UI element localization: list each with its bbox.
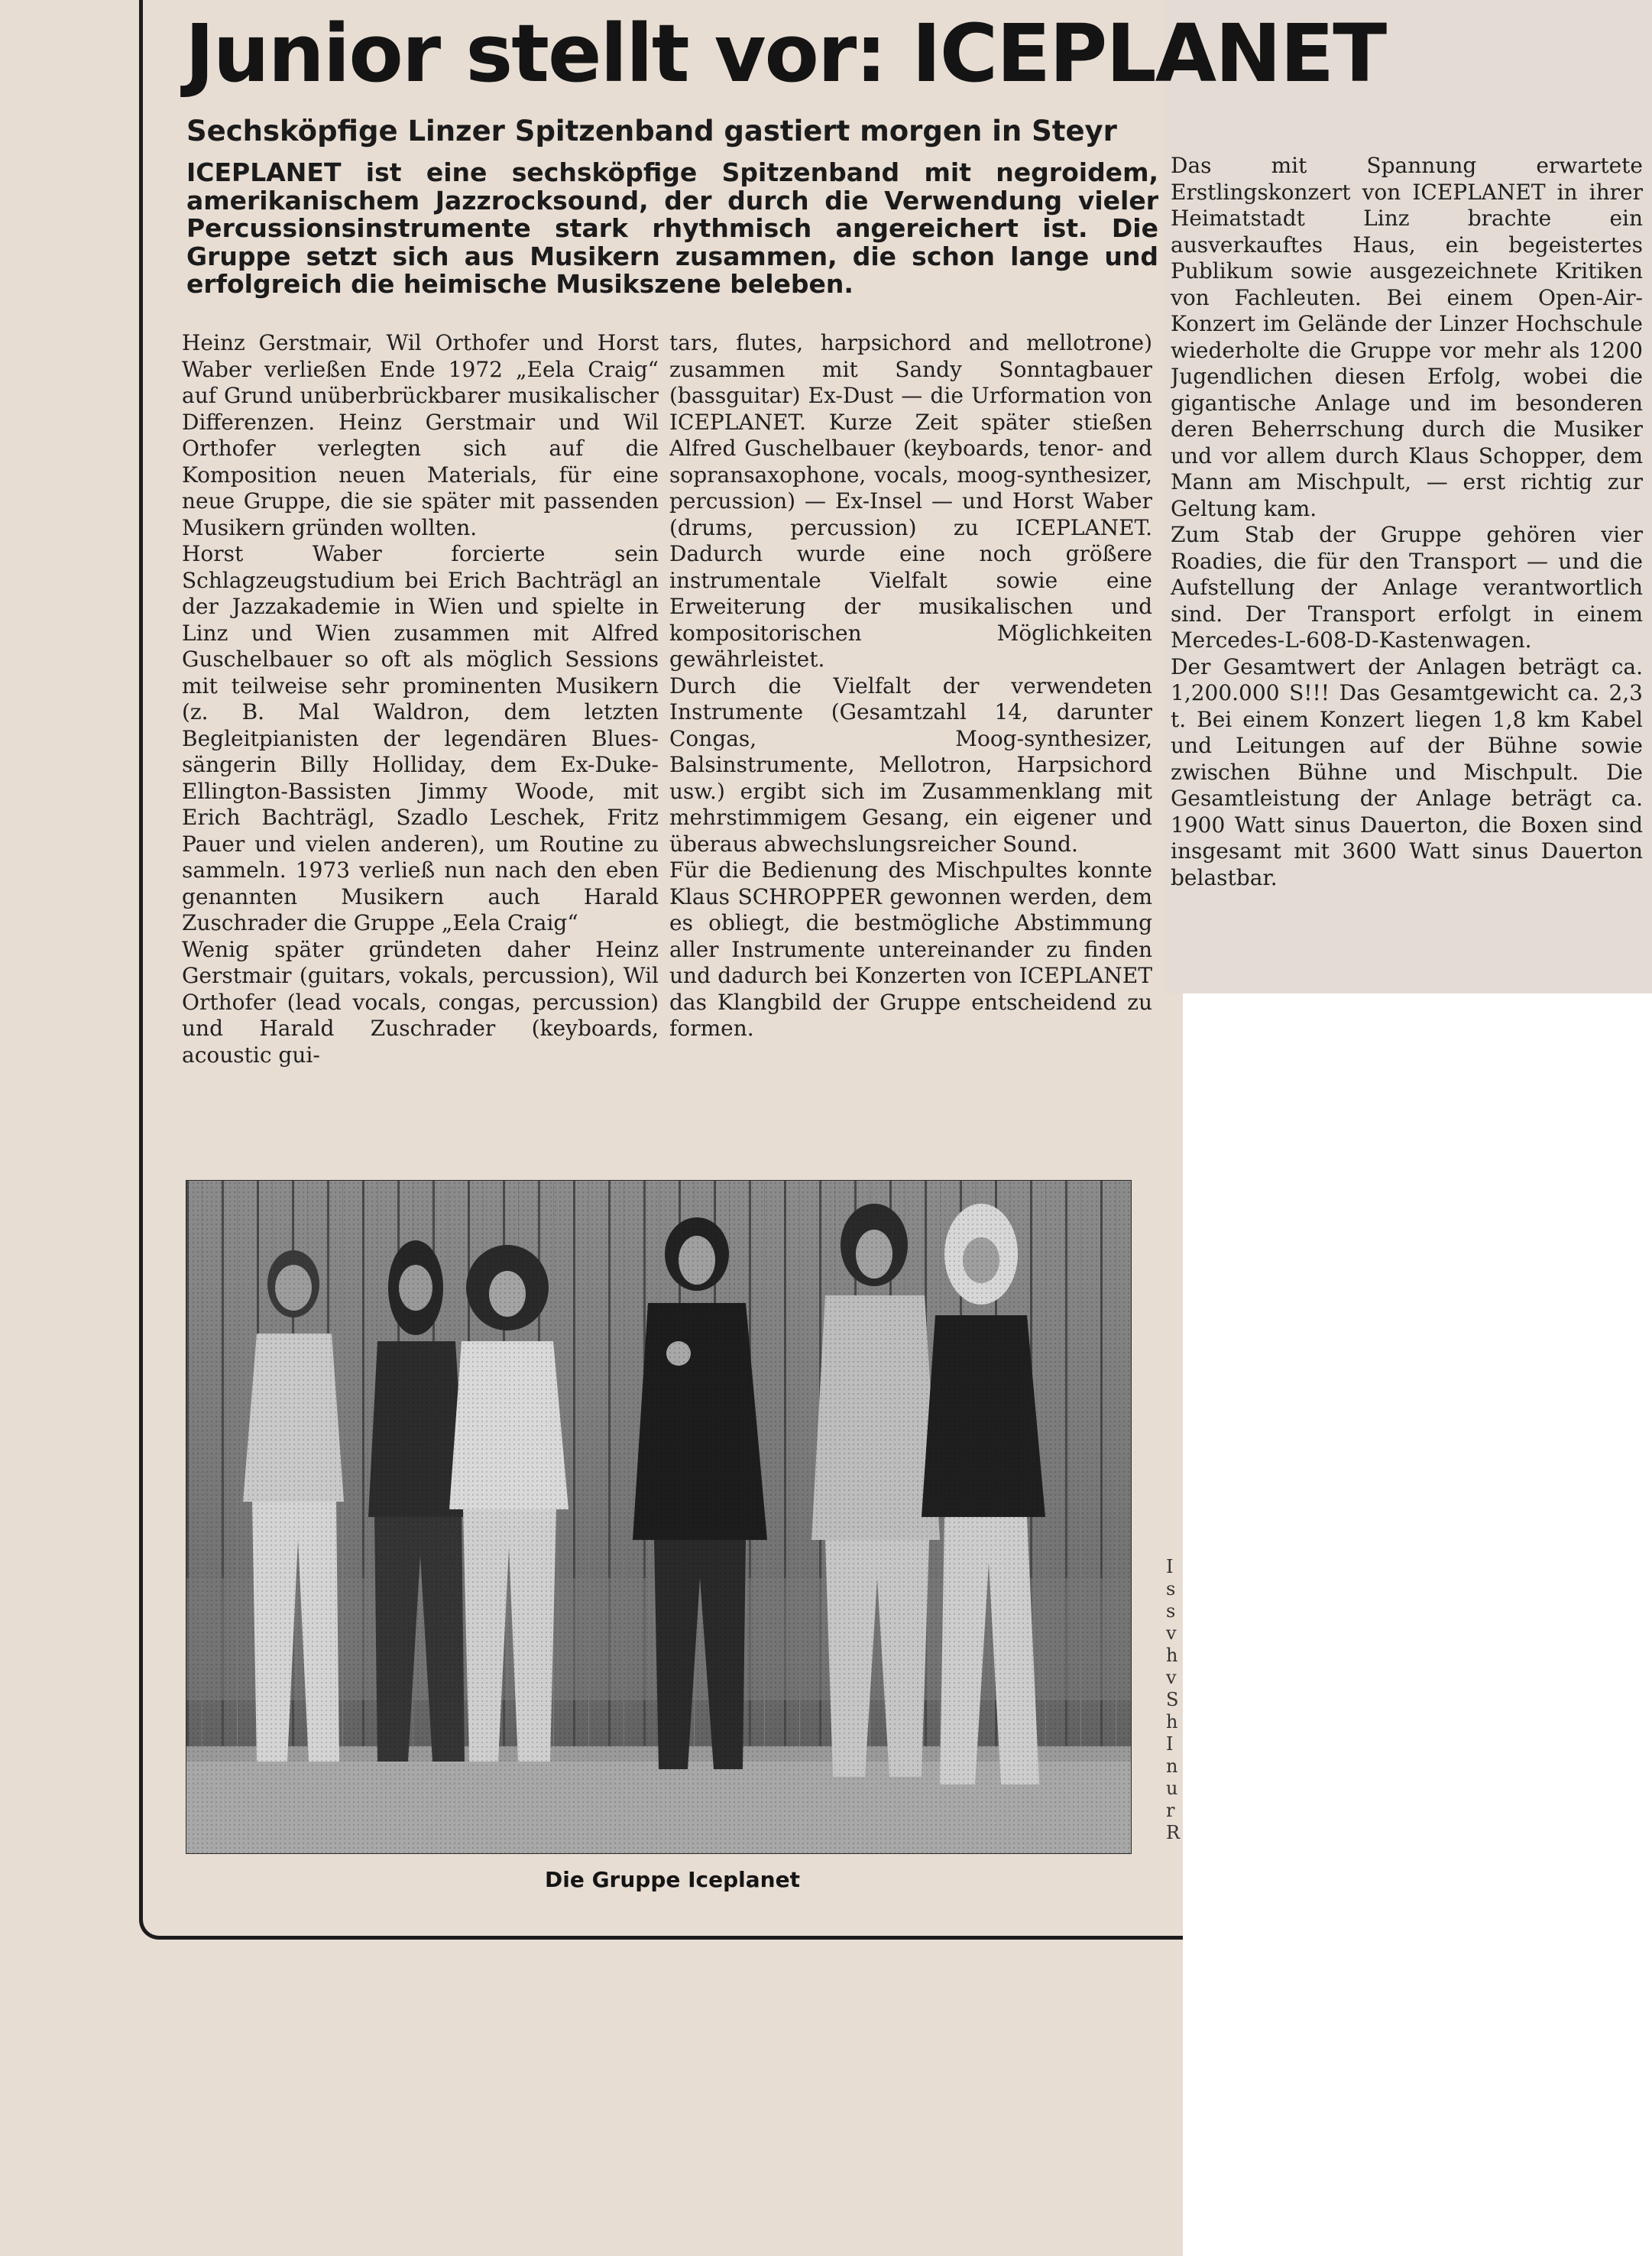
photo-caption: Die Gruppe Iceplanet xyxy=(545,1867,800,1892)
fragment-letter: s xyxy=(1166,1600,1176,1622)
paragraph: tars, flutes, harpsichord and mellotrone) zusammen mit Sandy Sonntagbauer (bassguitar) Ex-Dust — die Urformation von ICEPLANET. Kurze Zeit später stießen Alfred Guschelbauer (keyboards, tenor- and sopransaxophone, vocals, moog-synthesizer, percussion) — Ex-Insel — und Horst Waber (drums, percussion) zu ICEPLANET. Dadurch wurde eine noch größere instrumentale Vielfalt sowie eine Erweiterung der musikalischen und kompositorischen Möglichkeiten gewährleistet. xyxy=(669,330,1152,672)
band-photo xyxy=(186,1180,1132,1854)
paragraph: Das mit Spannung erwartete Erstlingskonzert von ICEPLANET in ihrer Heimatstadt Linz brachte ein ausverkauftes Haus, ein begeistertes Publikum sowie ausgezeichnete Kritiken von Fachleuten. Bei einem Open-Air-Konzert im Gelände der Linzer Hochschule wiederholte die Gruppe vor mehr als 1200 Jugendlichen diesen Erfolg, wobei die gigantische Anlage und im besonderen deren Beherrschung durch die Musiker und vor allem durch Klaus Schopper, dem Mann am Mischpult, — erst richtig zur Geltung kam. xyxy=(1171,153,1643,521)
article-lead: ICEPLANET ist eine sechsköpfige Spitzenband mit negroidem, amerikanischem Jazzrocksound, der durch die Verwendung vieler Percussionsinstrumente stark rhythmisch angereichert ist. Die Gruppe setzt sich aus Musikern zusammen, die schon lange und erfolgreich die heimische Musikszene beleben. xyxy=(186,159,1158,299)
paragraph: Der Gesamtwert der Anlagen beträgt ca. 1,200.000 S!!! Das Gesamtgewicht ca. 2,3 t. Bei einem Konzert liegen 1,8 km Kabel und Leitungen auf der Bühne sowie zwischen Bühne und Mischpult. Die Gesamtleistung der Anlage beträgt ca. 1900 Watt sinus Dauerton, die Boxen sind insgesamt mit 3600 Watt sinus Dauerton belastbar. xyxy=(1171,653,1643,890)
fragment-letter: h xyxy=(1166,1645,1178,1666)
fragment-letter: v xyxy=(1166,1667,1177,1688)
paragraph: Zum Stab der Gruppe gehören vier Roadies, die für den Transport — und die Aufstellung der Anlage verantwortlich sind. Der Transport erfolgt in einem Mercedes-L-608-D-Kastenwagen. xyxy=(1171,522,1643,653)
fragment-letter: r xyxy=(1166,1800,1175,1821)
fragment-letter: s xyxy=(1166,1578,1176,1600)
paragraph: Horst Waber forcierte sein Schlagzeugstudium bei Erich Bachträgl an der Jazzakademie in Wien und spielte in Linz und Wien zusammen mit Alfred Guschelbauer so oft als möglich Sessions mit teilweise sehr prominenten Musikern (z. B. Mal Waldron, dem letzten Begleitpianisten der legendären Blues-sängerin Billy Holliday, dem Ex-Duke-Ellington-Bassisten Jimmy Woode, mit Erich Bachträgl, Szadlo Leschek, Fritz Pauer und vielen anderen), um Routine zu sammeln. 1973 verließ nun nach den eben genannten Musikern auch Harald Zuschrader die Gruppe „Eela Craig“ xyxy=(182,541,659,935)
paragraph: Durch die Vielfalt der verwendeten Instrumente (Gesamtzahl 14, darunter Congas, Moog-synthesizer, Balsinstrumente, Mellotron, Harpsichord usw.) ergibt sich im Zusammenklang mit mehrstimmigem Gesang, ein eigener und überaus abwechslungsreicher Sound. xyxy=(669,673,1152,857)
fragment-letter: v xyxy=(1166,1622,1177,1644)
paragraph: Für die Bedienung des Mischpultes konnte Klaus SCHROPPER gewonnen werden, dem es obliegt, die bestmögliche Abstimmung aller Instrumente untereinander zu finden und dadurch bei Konzerten von ICEPLANET das Klangbild der Gruppe entscheidend zu formen. xyxy=(669,857,1152,1041)
text-column-2 xyxy=(669,330,1152,1142)
article-headline: Junior stellt vor: ICEPLANET xyxy=(185,7,1386,100)
fragment-letter: h xyxy=(1166,1711,1178,1733)
paragraph: Heinz Gerstmair, Wil Orthofer und Horst Waber verließen Ende 1972 „Eela Craig“ auf Grund unüberbrückbarer musikalischer Differenzen. Heinz Gerstmair und Wil Orthofer verlegten sich auf die Komposition neuen Materials, für eine neue Gruppe, die sie später mit passenden Musikern gründen wollten. xyxy=(182,330,659,540)
fragment-letter: I xyxy=(1166,1733,1174,1755)
fragment-letter: R xyxy=(1166,1822,1181,1843)
text-column-3 xyxy=(1171,153,1643,974)
band-photo-illustration xyxy=(186,1181,1131,1853)
fragment-letter: S xyxy=(1166,1689,1179,1710)
fragment-letter: I xyxy=(1166,1556,1174,1577)
article-subheadline: Sechsköpfige Linzer Spitzenband gastiert morgen in Steyr xyxy=(186,115,1117,147)
fragment-letter: n xyxy=(1166,1755,1178,1777)
paragraph: Wenig später gründeten daher Heinz Gerstmair (guitars, vokals, percussion), Wil Orthofer (lead vocals, congas, percussion) und Harald Zuschrader (keyboards, acoustic gui- xyxy=(182,936,659,1068)
adjacent-article-fragment xyxy=(1166,1556,1183,1892)
fragment-letter: u xyxy=(1166,1778,1178,1799)
text-column-1 xyxy=(182,330,659,1142)
